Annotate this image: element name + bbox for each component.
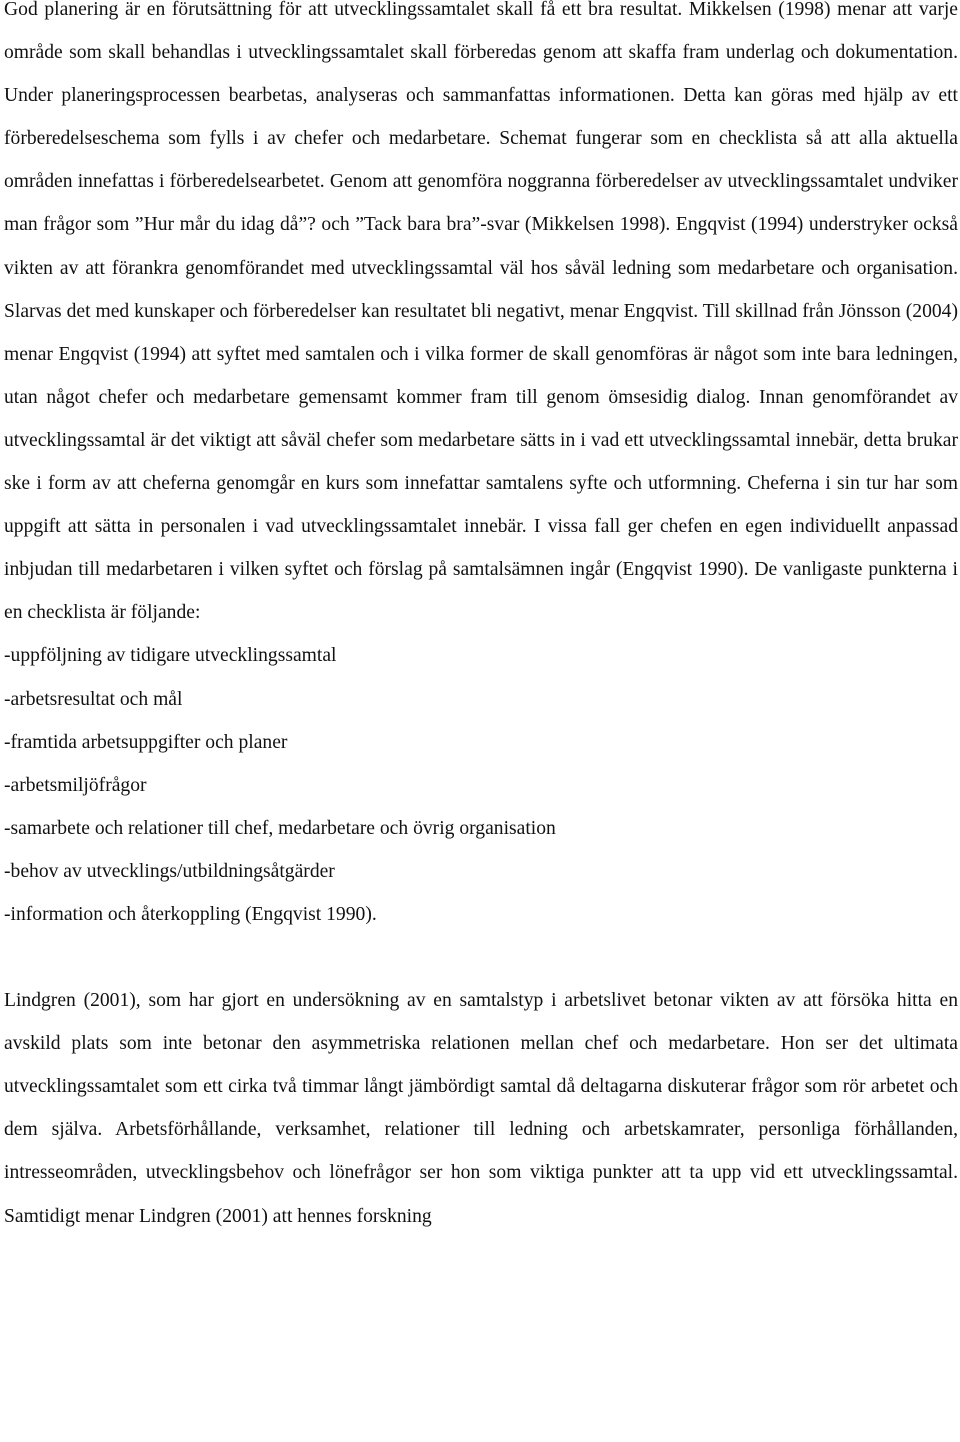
checklist-item: -framtida arbetsuppgifter och planer [4,731,288,753]
checklist-item: -samarbete och relationer till chef, medarbetare och övrig organisation [4,817,556,839]
checklist [4,634,958,936]
paragraph-planning: God planering är en förutsättning för att utvecklingssamtalet skall få ett bra resultat. Mikkelsen (1998) menar att varje område som skall behandlas i utvecklingssamtalet skall förberedas genom att skaffa fram underlag och dokumentation. Under planeringsprocessen bearbetas, analyseras och sammanfattas informationen. Detta kan göras med hjälp av ett förberedelseschema som fylls i av chefer och medarbetare. Schemat fungerar som en checklista så att alla aktuella områden innefattas i förberedelsearbetet. Genom att genomföra noggranna förberedelser av utvecklingssamtalet undviker man frågor som ”Hur mår du idag då”? och ”Tack bara bra”-svar (Mikkelsen 1998). Engqvist (1994) understryker också vikten av att förankra genomförandet med utvecklingssamtal väl hos såväl ledning som medarbetare och organisation. Slarvas det med kunskaper och förberedelser kan resultatet bli negativt, menar Engqvist. Till skillnad från Jönsson (2004) menar Engqvist (1994) att syftet med samtalen och i vilka former de skall genomföras är något som inte bara ledningen, utan något chefer och medarbetare gemensamt kommer fram till genom ömsesidig dialog. Innan genomförandet av utvecklingssamtal är det viktigt att såväl chefer som medarbetare sätts in i vad ett utvecklingssamtal innebär, detta brukar ske i form av att cheferna genomgår en kurs som innefattar samtalens syfte och utformning. Cheferna i sin tur har som uppgift att sätta in personalen i vad utvecklingssamtalet innebär. I vissa fall ger chefen en egen individuellt anpassad inbjudan till medarbetaren i vilken syftet och förslag på samtalsämnen ingår (Engqvist 1990). De vanligaste punkterna i en checklista är följande: [4,0,958,624]
paragraph-gap [4,936,958,979]
paragraph-lindgren: Lindgren (2001), som har gjort en undersökning av en samtalstyp i arbetslivet betonar vikten av att försöka hitta en avskild plats som inte betonar den asymmetriska relationen mellan chef och medarbetare. Hon ser det ultimata utvecklingssamtalet som ett cirka två timmar långt jämbördigt samtal då deltagarna diskuterar frågor som rör arbetet och dem själva. Arbetsförhållande, verksamhet, relationer till ledning och arbetskamrater, personliga förhållanden, intresseområden, utvecklingsbehov och lönefrågor ser hon som viktiga punkter att ta upp vid ett utvecklingssamtal. Samtidigt menar Lindgren (2001) att hennes forskning [4,990,958,1227]
checklist-item: -arbetsresultat och mål [4,688,183,710]
checklist-item: -arbetsmiljöfrågor [4,774,147,796]
checklist-item: -behov av utvecklings/utbildningsåtgärder [4,860,335,882]
checklist-item: -information och återkoppling (Engqvist 1990). [4,903,377,925]
checklist-item: -uppföljning av tidigare utvecklingssamtal [4,645,337,667]
